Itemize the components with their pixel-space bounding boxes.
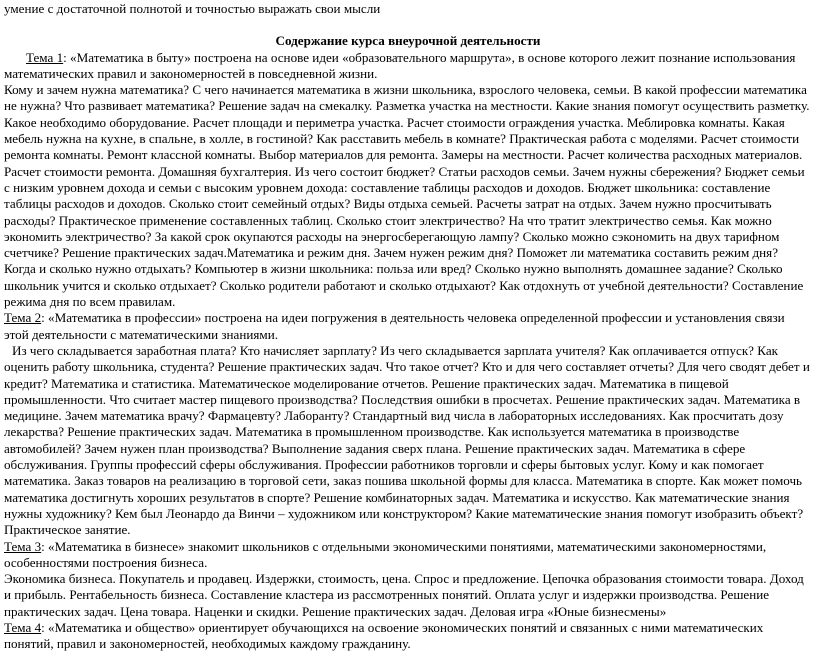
topic-2-title-text: : «Математика в профессии» построена на идеи погружения в деятельность человека определенной профессии и установления связи этой деятельности с математическими знаниями. [4, 310, 785, 342]
section-heading: Содержание курса внеурочной деятельности [275, 33, 541, 49]
topic-2-title [4, 310, 812, 343]
topic-4-label: Тема 4 [4, 619, 42, 635]
topic-1-label: Тема 1 [26, 49, 64, 65]
topic-3-body: Экономика бизнеса. Покупатель и продавец. Издержки, стоимость, цена. Спрос и предложение. Цепочка образования стоимости товара. Доход и прибыль. Рентабельность бизнеса. Составление кластера из рассмотренных понятий. Оплата услуг и издержки производства. Решение практических задач. Цена товара. Наценки и скидки. Решение практических задач. Деловая игра «Юные бизнесмены» [4, 571, 804, 619]
topic-4-title-text: : «Математика и общество» ориентирует обучающихся на освоение экономических понятий и связанных с ними математических понятий, правил и закономерностей, необходимых каждому гражданину. [4, 619, 764, 652]
topic-1-body: Кому и зачем нужна математика? С чего начинается математика в жизни школьника, взрослого человека, семьи. В какой профессии математика не нужна? Что развивает математика? Решение задач на смекалку. Разметка участка на местности. Какие знания помогут осуществить разметку. Какое необходимо оборудование. Расчет площади и периметра участка. Расчет стоимости ограждения участка. Меблировка комнаты. Какая мебель нужна на кухне, в спальне, в холле, в гостиной? Как расставить мебель в комнате? Практическая работа с моделями. Расчет стоимости ремонта комнаты. Ремонт классной комнаты. Выбор материалов для ремонта. Замеры на местности. Расчет количества расходных материалов. Расчет стоимости ремонта. Домашняя бухгалтерия. Из чего состоит бюджет? Статьи расходов семьи. Зачем нужны сбережения? Бюджет семьи с низким уровнем дохода и семьи с высоким уровнем дохода: составление таблицы расходов и доходов. Бюджет школьника: составление таблицы расходов и доходов. Сколько стоит семейный отдых? Виды отдыха семьей. Расчеты затрат на отдых. Зачем нужно просчитывать расходы? Практическое применение составленных таблиц. Сколько стоит электричество? На что тратит электричество семья. Как можно экономить электричество? За какой срок окупаются расходы на энергосберегающую лампу? Сколько можно сэкономить на двух тарифном счетчике? Решение практических задач.Математика и режим дня. Зачем нужен режим дня? Поможет ли математика составить режим дня? Когда и сколько нужно отдыхать? Компьютер в жизни школьника: польза или вред? Сколько нужно выполнять домашнее задание? Сколько школьник учится и сколько отдыхает? Сколько родители работают и сколько отдыхают? Как отдохнуть от учебной деятельности? Составление режима дня по всем правилам. [4, 82, 810, 310]
topic-3-label: Тема 3 [4, 538, 42, 554]
intro-fragment: умение с достаточной полнотой и точностью выражать свои мысли [4, 1, 381, 16]
topic-1-title-text: : «Математика в быту» построена на основе идеи «образовательного маршрута», в основе которого лежит познание использования математических правил и закономерностей в повседневной жизни. [4, 49, 796, 81]
topic-4-title [4, 620, 812, 653]
topic-1-title [4, 50, 812, 83]
topic-3-title [4, 539, 812, 572]
topic-2-body: Из чего складывается заработная плата? Кто начисляет зарплату? Из чего складывается зарплата учителя? Как оплачивается отпуск? Как оценить работу школьника, студента? Решение практических задач. Что такое отчет? Кто и для чего составляет отчеты? Для чего сводят дебет и кредит? Математика и статистика. Математическое моделирование отчетов. Решение практических задач. Математика в пищевой промышленности. Что считает мастер пищевого производства? Последствия ошибки в просчетах. Решение практических задач. Математика в медицине. Зачем математика врачу? Фармацевту? Лаборанту? Стандартный вид числа в лабораторных исследованиях. Как просчитать дозу лекарства? Решение практических задач. Математика в промышленном производстве. Как используется математика в производстве автомобилей? Зачем нужен план производства? Выполнение задания сверх плана. Решение практических задач. Математика в сфере обслуживания. Группы профессий сферы обслуживания. Профессии работников торговли и сферы бытовых услуг. Кому и как помогает математика. Заказ товаров на реализацию в торговой сети, заказ пошива школьной формы для класса. Математика в спорте. Как может помочь математика достигнуть хороших результатов в спорте? Решение комбинаторных задач. Математика и искусство. Как математические знания нужны художнику? Кем был Леонардо да Винчи – художником или конструктором? Какие математические знания помогут изобразить объект? Практическое занятие. [4, 342, 810, 538]
topic-2-label: Тема 2 [4, 310, 42, 326]
document-page [0, 1, 816, 653]
topic-3-title-text: : «Математика в бизнесе» знакомит школьников с отдельными экономическими понятиями, математическими закономерностями, особенностями построения бизнеса. [4, 538, 767, 570]
